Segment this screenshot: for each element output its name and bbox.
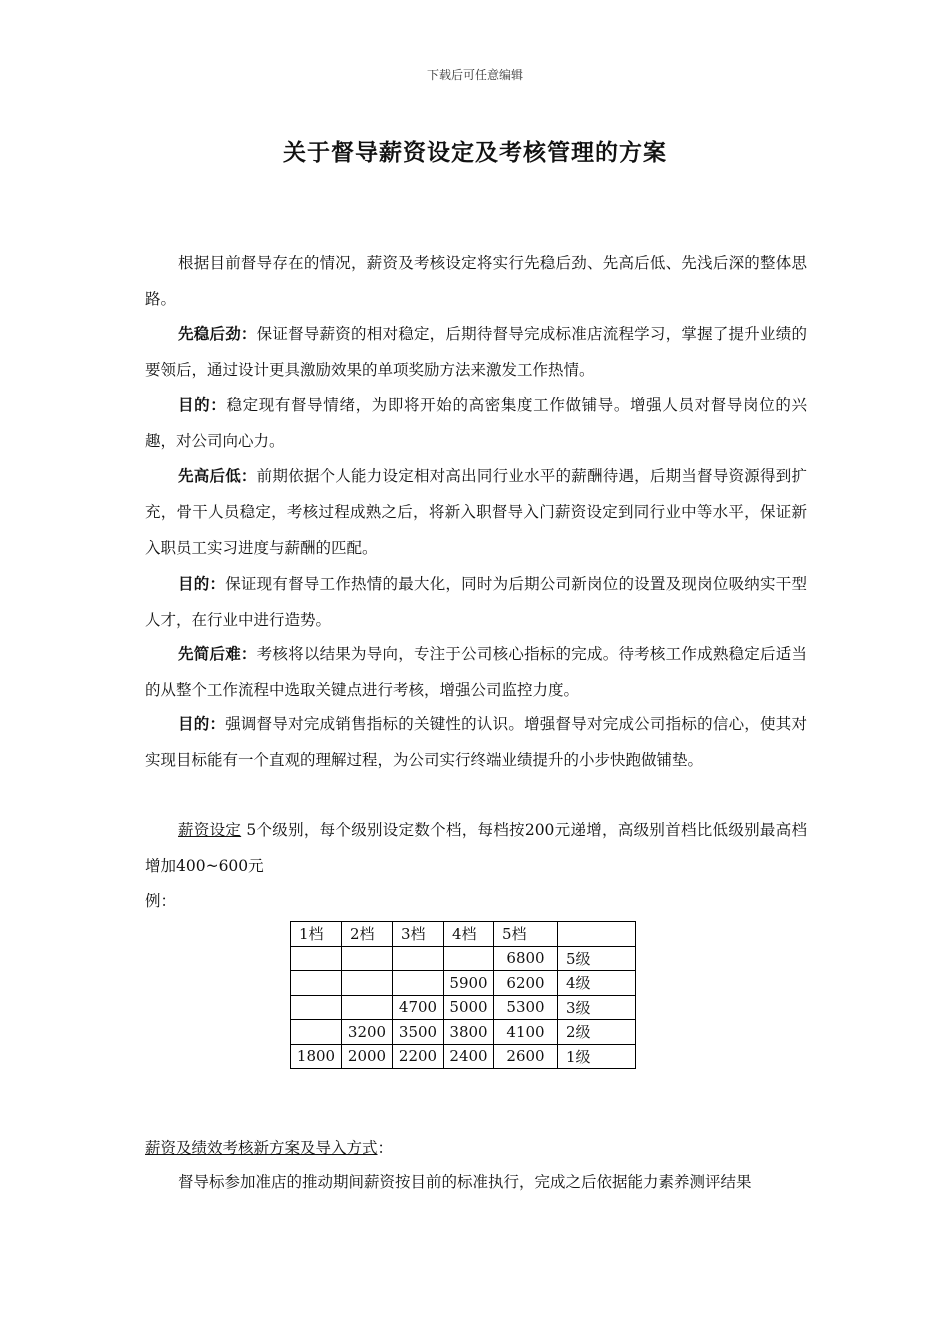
table-header-cell: 3档 [393,922,444,947]
table-header-cell: 5档 [494,922,558,947]
salary-paragraph [145,812,807,884]
table-row [291,995,636,1020]
salary-grade-table [290,921,636,1069]
section-label: 目的： [178,395,227,414]
section-paragraph [145,387,807,459]
table-cell: 1800 [291,1044,342,1069]
section-label: 先高后低： [178,466,257,485]
new-plan-heading [145,1130,807,1166]
table-header-cell: 1档 [291,922,342,947]
section-label: 先简后难： [178,644,257,663]
table-cell [342,946,393,971]
table-cell: 5级 [558,946,636,971]
table-cell: 6800 [494,946,558,971]
table-cell [393,971,444,996]
table-cell: 4700 [393,995,444,1020]
table-cell [291,995,342,1020]
table-row [291,946,636,971]
table-cell: 2600 [494,1044,558,1069]
table-header-cell: 2档 [342,922,393,947]
table-cell [291,1020,342,1045]
table-cell: 2200 [393,1044,444,1069]
table-row [291,971,636,996]
table-cell: 1级 [558,1044,636,1069]
table-cell: 4100 [494,1020,558,1045]
section-text: 强调督导对完成销售指标的关键性的认识。增强督导对完成公司指标的信心，使其对实现目标能有一个直观的理解过程，为公司实行终端业绩提升的小步快跑做铺垫。 [145,715,807,769]
section-label: 目的： [178,574,226,593]
section-label: 目的： [178,714,226,733]
table-cell [342,971,393,996]
section-paragraph [145,636,807,708]
table-cell [393,946,444,971]
table-header-cell [558,922,636,947]
new-plan-heading-suffix: ： [377,1139,394,1157]
salary-text: 5个级别，每个级别设定数个档，每档按200元递增，高级别首档比低级别最高档增加400~600元 [145,821,807,875]
table-header-row [291,922,636,947]
example-label: 例： [145,892,177,910]
table-cell: 2级 [558,1020,636,1045]
table-cell [291,946,342,971]
section-text: 保证督导薪资的相对稳定，后期待督导完成标准店流程学习，掌握了提升业绩的要领后，通过设计更具激励效果的单项奖励方法来激发工作热情。 [145,325,807,379]
table-cell: 3800 [444,1020,494,1045]
table-cell: 5900 [444,971,494,996]
section-text: 考核将以结果为导向，专注于公司核心指标的完成。待考核工作成熟稳定后适当的从整个工作流程中选取关键点进行考核，增强公司监控力度。 [145,645,807,699]
table-cell [291,971,342,996]
table-cell: 2000 [342,1044,393,1069]
table-header-cell: 4档 [444,922,494,947]
section-text: 前期依据个人能力设定相对高出同行业水平的薪酬待遇，后期当督导资源得到扩充，骨干人员稳定，考核过程成熟之后，将新入职督导入门薪资设定到同行业中等水平，保证新入职员工实习进度与薪酬的匹配。 [145,467,807,557]
table-cell [342,995,393,1020]
table-row [291,1020,636,1045]
section-paragraph [145,706,807,778]
section-paragraph [145,458,807,566]
header-note: 下载后可任意编辑 [426,68,523,82]
table-cell: 5300 [494,995,558,1020]
table-row [291,1044,636,1069]
table-cell: 4级 [558,971,636,996]
section-paragraph [145,566,807,638]
table-cell: 3级 [558,995,636,1020]
section-text: 稳定现有督导情绪，为即将开始的高密集度工作做铺导。增强人员对督导岗位的兴趣，对公司向心力。 [145,396,807,450]
table-cell: 3200 [342,1020,393,1045]
section-label: 先稳后劲： [178,324,257,343]
new-plan-paragraph: 督导标参加准店的推动期间薪资按目前的标准执行，完成之后依据能力素养测评结果 [178,1173,752,1191]
intro-paragraph: 根据目前督导存在的情况，薪资及考核设定将实行先稳后劲、先高后低、先浅后深的整体思路。 [145,254,807,308]
table-cell: 3500 [393,1020,444,1045]
new-plan-heading-text: 薪资及绩效考核新方案及导入方式 [145,1139,378,1157]
section-paragraph [145,316,807,388]
table-cell: 6200 [494,971,558,996]
salary-label: 薪资设定 [178,821,242,839]
table-cell: 2400 [444,1044,494,1069]
section-text: 保证现有督导工作热情的最大化，同时为后期公司新岗位的设置及现岗位吸纳实干型人才，在行业中进行造势。 [145,575,807,629]
page-title: 关于督导薪资设定及考核管理的方案 [283,139,667,166]
table-cell [444,946,494,971]
table-cell: 5000 [444,995,494,1020]
